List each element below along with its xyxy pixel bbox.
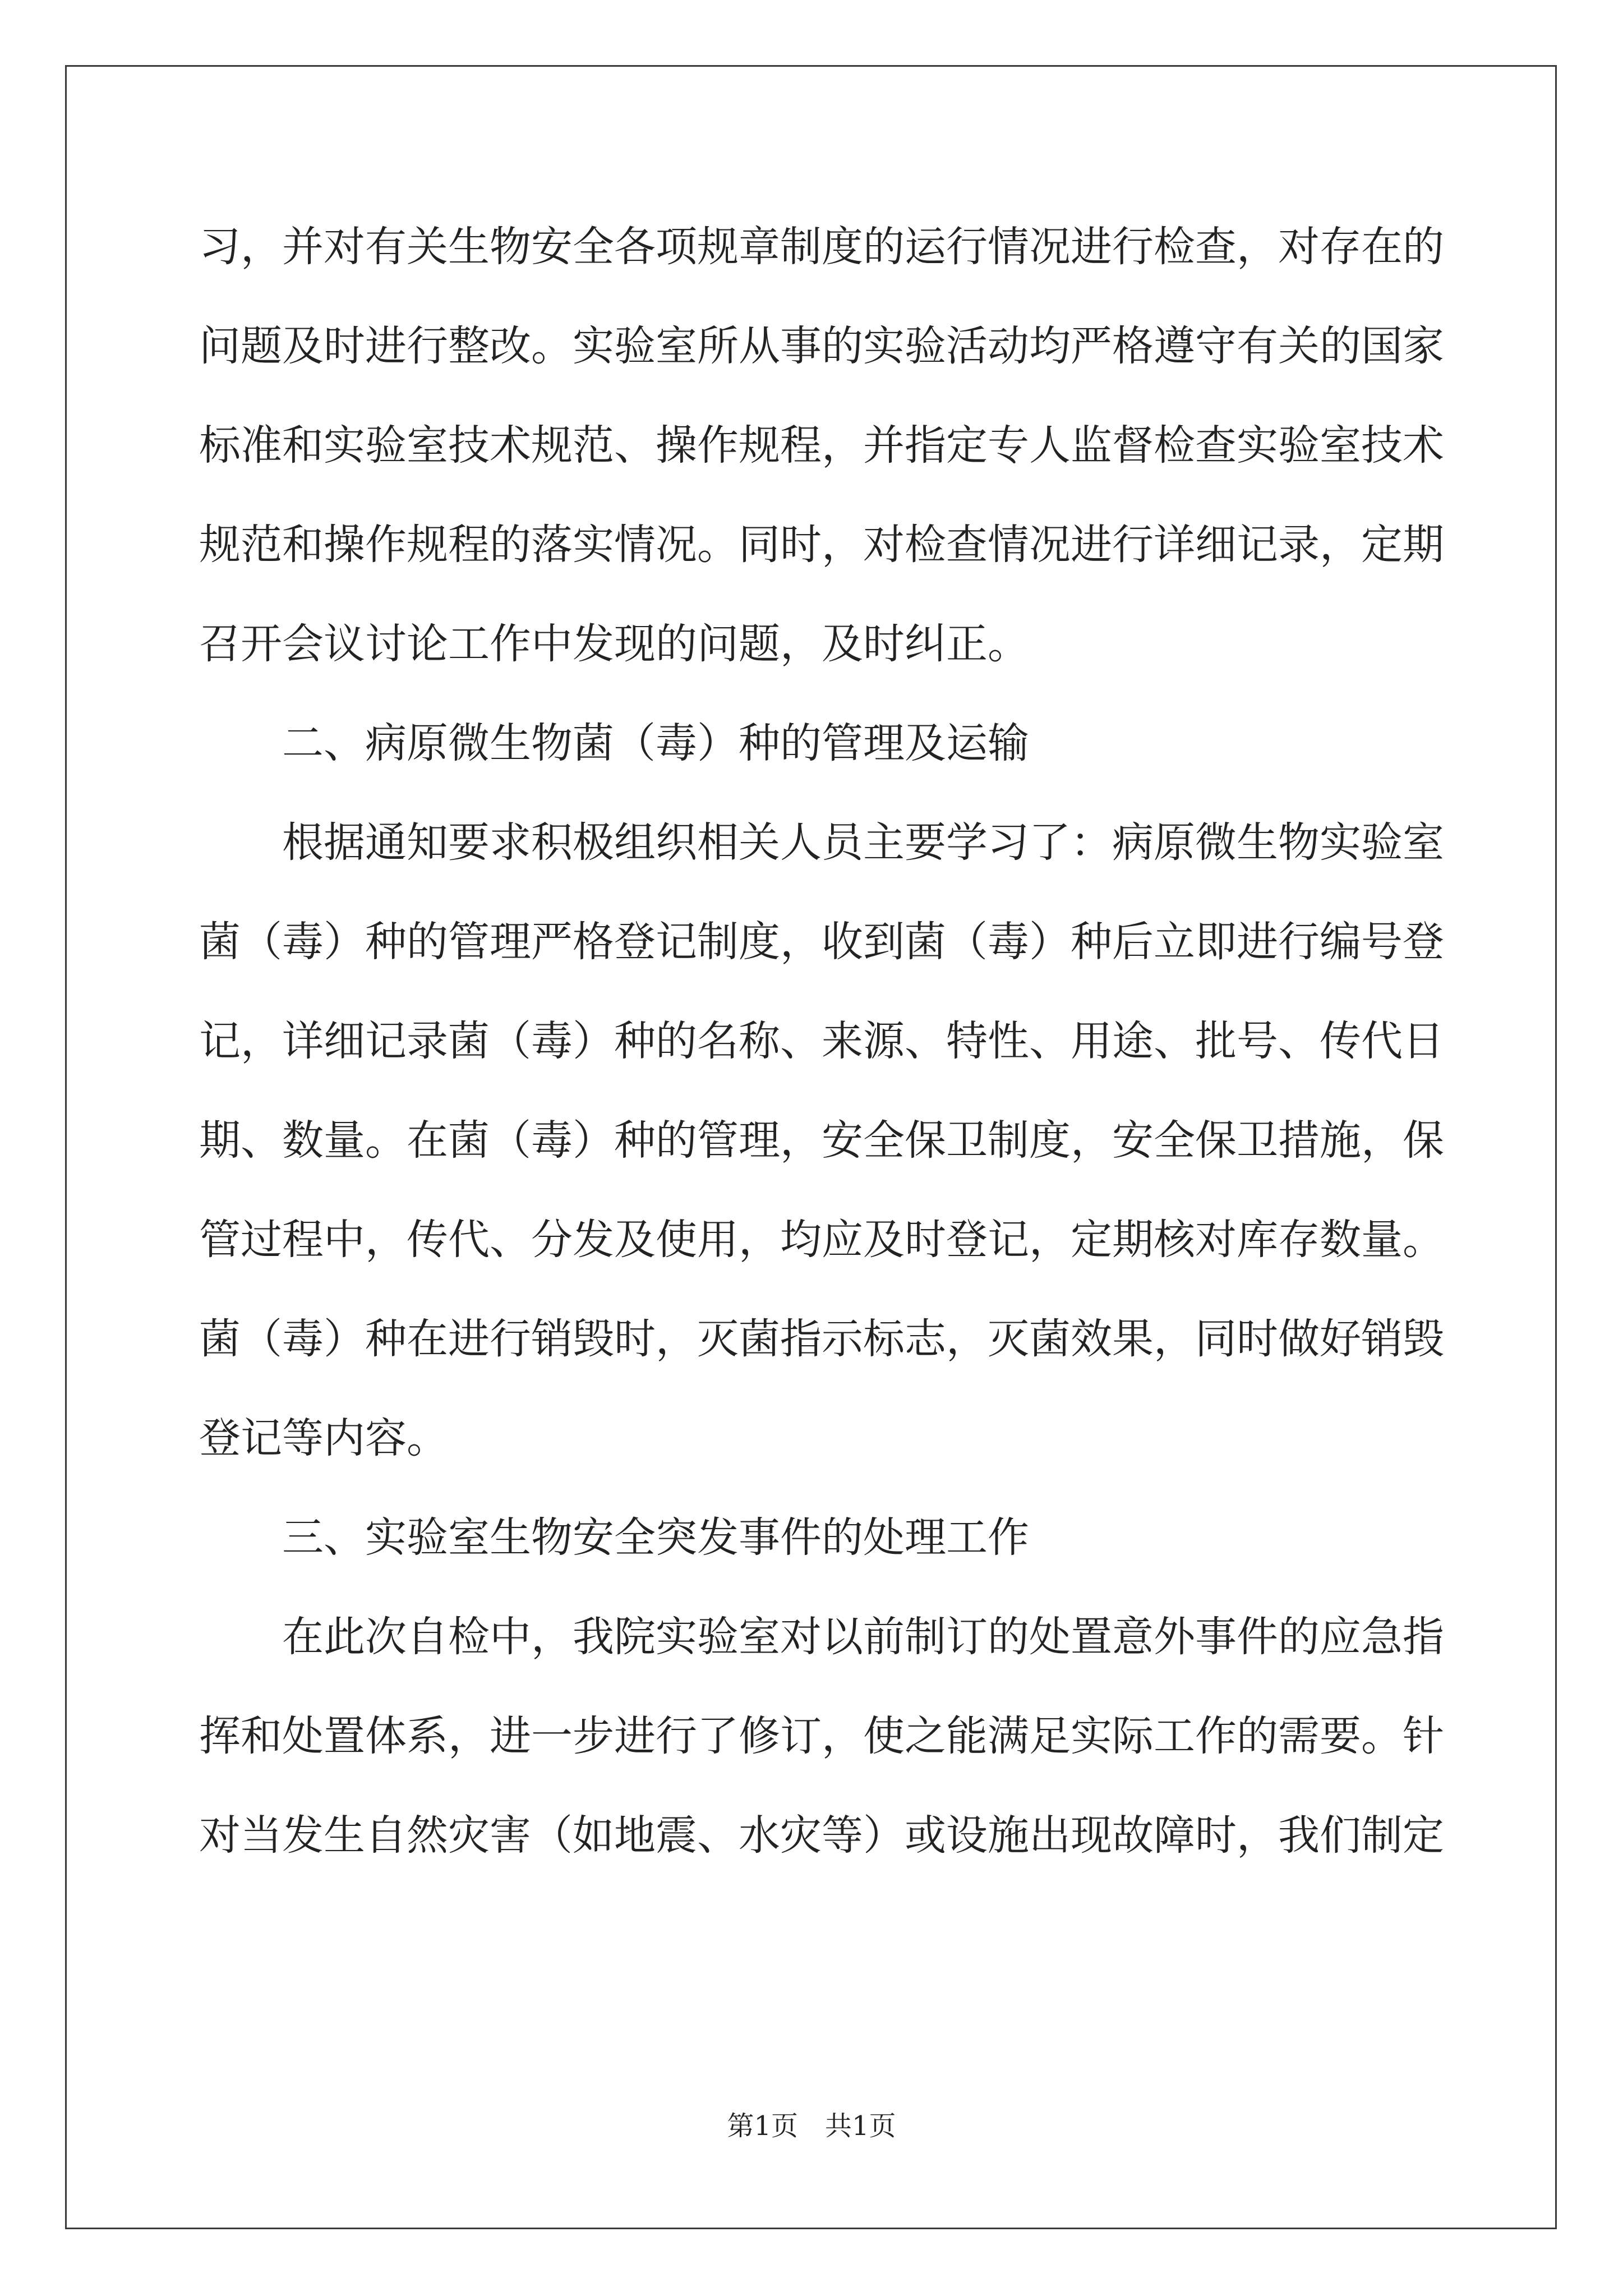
text-line-1: 习，并对有关生物安全各项规章制度的运行情况进行检查，对存在的 — [199, 223, 1444, 271]
text-line-15: 在此次自检中，我院实验室对以前制订的处置意外事件的应急指 — [282, 1613, 1444, 1661]
page-footer: 第1页 共1页 — [727, 2110, 896, 2142]
text-line-3: 标准和实验室技术规范、操作规程，并指定专人监督检查实验室技术 — [199, 421, 1444, 470]
text-line-12: 菌（毒）种在进行销毁时，灭菌指示标志，灭菌效果，同时做好销毁 — [199, 1315, 1444, 1363]
text-line-10: 期、数量。在菌（毒）种的管理，安全保卫制度，安全保卫措施，保 — [199, 1116, 1444, 1165]
text-line-17: 对当发生自然灾害（如地震、水灾等）或设施出现故障时，我们制定 — [199, 1811, 1444, 1860]
text-line-7: 根据通知要求积极组织相关人员主要学习了：病原微生物实验室 — [282, 818, 1444, 867]
section-heading-2: 二、病原微生物菌（毒）种的管理及运输 — [282, 719, 1029, 767]
text-line-9: 记，详细记录菌（毒）种的名称、来源、特性、用途、批号、传代日 — [199, 1017, 1444, 1065]
text-line-13: 登记等内容。 — [199, 1414, 448, 1462]
text-line-8: 菌（毒）种的管理严格登记制度，收到菌（毒）种后立即进行编号登 — [199, 918, 1444, 966]
text-line-11: 管过程中，传代、分发及使用，均应及时登记，定期核对库存数量。 — [199, 1216, 1444, 1264]
text-line-5: 召开会议讨论工作中发现的问题，及时纠正。 — [199, 620, 1029, 668]
section-heading-3: 三、实验室生物安全突发事件的处理工作 — [282, 1513, 1029, 1562]
text-line-2: 问题及时进行整改。实验室所从事的实验活动均严格遵守有关的国家 — [199, 322, 1444, 370]
text-line-16: 挥和处置体系，进一步进行了修订，使之能满足实际工作的需要。针 — [199, 1712, 1444, 1760]
text-line-4: 规范和操作规程的落实情况。同时，对检查情况进行详细记录，定期 — [199, 521, 1444, 569]
